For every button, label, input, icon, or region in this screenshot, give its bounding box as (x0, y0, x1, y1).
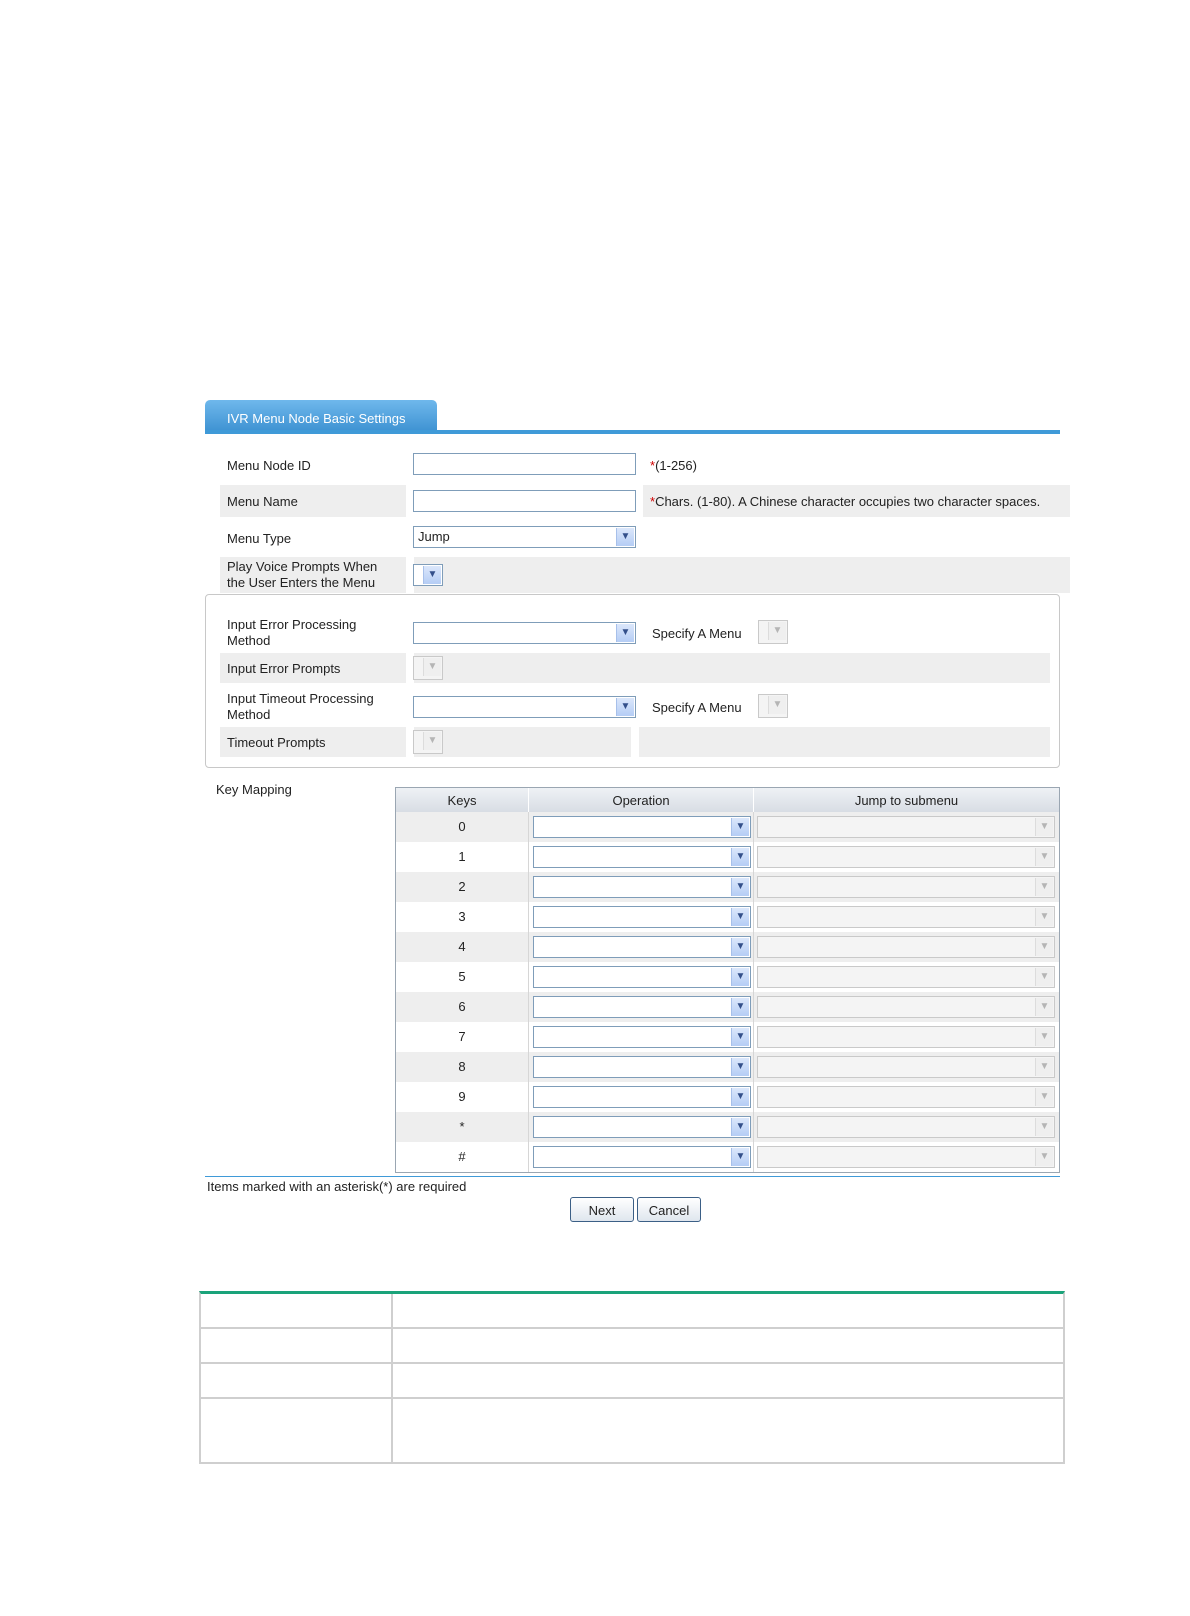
chevron-down-icon: ▼ (731, 1028, 749, 1046)
menu-type-select[interactable] (413, 526, 636, 548)
next-button[interactable]: Next (570, 1197, 634, 1222)
operation-select[interactable] (533, 816, 751, 838)
input-timeout-method-line2: Method (227, 707, 271, 722)
column-separator (528, 1052, 529, 1082)
jump-to-submenu-select[interactable] (757, 1086, 1055, 1108)
row-input-error-method (220, 614, 1050, 652)
operation-select[interactable] (533, 906, 751, 928)
operation-select[interactable] (533, 1026, 751, 1048)
column-separator (528, 1022, 529, 1052)
jump-to-submenu-select[interactable] (757, 846, 1055, 868)
chevron-down-icon: ▼ (731, 938, 749, 956)
key-cell: 3 (458, 909, 466, 924)
input-error-specify-label: Specify A Menu (652, 626, 742, 641)
chevron-down-icon: ▼ (1035, 1028, 1053, 1046)
timeout-prompts-label: Timeout Prompts (227, 735, 326, 750)
input-timeout-method-select[interactable] (413, 696, 636, 718)
column-separator (528, 932, 529, 962)
input-error-method-select[interactable] (413, 622, 636, 644)
chevron-down-icon: ▼ (1035, 818, 1053, 836)
chevron-down-icon: ▼ (616, 624, 634, 642)
column-separator (753, 1022, 754, 1052)
play-voice-label-line1: Play Voice Prompts When (227, 559, 378, 574)
chevron-down-icon: ▼ (616, 528, 634, 546)
parameter-description-table (199, 1291, 1065, 1464)
row-menu-node-id (220, 448, 1070, 480)
menu-node-id-hint (650, 458, 697, 474)
tab-underline (205, 430, 1060, 434)
required-asterisk: * (650, 494, 656, 509)
chevron-down-icon: ▼ (616, 698, 634, 716)
input-error-prompts-label: Input Error Prompts (227, 661, 341, 676)
timeout-prompts-select[interactable] (413, 730, 443, 754)
column-separator (528, 812, 529, 842)
chevron-down-icon: ▼ (1035, 878, 1053, 896)
key-cell: 5 (458, 969, 466, 984)
input-error-prompts-select[interactable] (413, 656, 443, 680)
chevron-down-icon: ▼ (768, 622, 786, 640)
column-separator (753, 992, 754, 1022)
operation-select[interactable] (533, 876, 751, 898)
jump-to-submenu-select[interactable] (757, 1116, 1055, 1138)
input-error-method-line1: Input Error Processing (227, 617, 357, 632)
input-timeout-specify-menu-select[interactable] (758, 694, 788, 718)
column-separator (753, 1112, 754, 1142)
table-row-divider (201, 1362, 1063, 1364)
chevron-down-icon: ▼ (1035, 1058, 1053, 1076)
chevron-down-icon: ▼ (1035, 908, 1053, 926)
jump-to-submenu-select[interactable] (757, 1026, 1055, 1048)
column-separator (528, 962, 529, 992)
menu-type-value: Jump (418, 529, 450, 544)
column-separator (528, 1082, 529, 1112)
chevron-down-icon: ▼ (731, 848, 749, 866)
jump-to-submenu-select[interactable] (757, 876, 1055, 898)
column-separator (528, 902, 529, 932)
table-row-divider (201, 1327, 1063, 1329)
table-row (396, 842, 1059, 872)
table-row (396, 1082, 1059, 1112)
row-menu-type (220, 521, 1070, 553)
jump-to-submenu-select[interactable] (757, 816, 1055, 838)
input-timeout-method-label (227, 691, 374, 723)
table-row-divider (201, 1397, 1063, 1399)
column-header-jump-to-submenu: Jump to submenu (754, 788, 1059, 812)
chevron-down-icon: ▼ (768, 696, 786, 714)
menu-type-label: Menu Type (227, 531, 292, 546)
column-separator (753, 1052, 754, 1082)
tab-ivr-menu-node-basic-settings[interactable] (205, 400, 437, 434)
jump-to-submenu-select[interactable] (757, 966, 1055, 988)
cancel-button[interactable]: Cancel (637, 1197, 701, 1222)
column-separator (528, 872, 529, 902)
table-row (396, 1112, 1059, 1142)
chevron-down-icon: ▼ (731, 968, 749, 986)
menu-node-id-input[interactable] (413, 453, 636, 475)
column-header-operation: Operation (529, 788, 754, 812)
key-cell: 2 (458, 879, 466, 894)
input-error-method-label (227, 617, 356, 649)
table-row (396, 932, 1059, 962)
chevron-down-icon: ▼ (731, 908, 749, 926)
operation-select[interactable] (533, 846, 751, 868)
menu-name-label: Menu Name (227, 494, 298, 509)
key-cell: 4 (458, 939, 466, 954)
operation-select[interactable] (533, 1146, 751, 1168)
play-voice-label-line2: the User Enters the Menu (227, 575, 376, 590)
column-separator (753, 1082, 754, 1112)
jump-to-submenu-select[interactable] (757, 996, 1055, 1018)
table-row (396, 902, 1059, 932)
key-cell: 8 (458, 1059, 466, 1074)
chevron-down-icon: ▼ (731, 878, 749, 896)
column-separator (753, 842, 754, 872)
column-header-keys: Keys (396, 788, 529, 812)
tab-title: IVR Menu Node Basic Settings (227, 411, 406, 426)
key-mapping-table (395, 787, 1060, 1173)
chevron-down-icon: ▼ (731, 1118, 749, 1136)
table-row (396, 992, 1059, 1022)
table-row (396, 872, 1059, 902)
chevron-down-icon: ▼ (1035, 998, 1053, 1016)
chevron-down-icon: ▼ (731, 1088, 749, 1106)
operation-select[interactable] (533, 1086, 751, 1108)
chevron-down-icon: ▼ (731, 1148, 749, 1166)
chevron-down-icon: ▼ (731, 998, 749, 1016)
chevron-down-icon: ▼ (731, 1058, 749, 1076)
key-cell: 7 (458, 1029, 466, 1044)
key-cell: 0 (458, 819, 466, 834)
row-timeout-prompts (220, 727, 1050, 757)
menu-node-id-label: Menu Node ID (227, 458, 311, 473)
required-fields-note: Items marked with an asterisk(*) are required (207, 1179, 467, 1194)
form-divider (205, 1176, 1060, 1177)
column-separator (753, 902, 754, 932)
operation-select[interactable] (533, 1056, 751, 1078)
play-voice-select[interactable] (413, 564, 443, 586)
chevron-down-icon: ▼ (1035, 1088, 1053, 1106)
input-error-method-line2: Method (227, 633, 271, 648)
chevron-down-icon: ▼ (1035, 968, 1053, 986)
key-cell: * (459, 1119, 465, 1134)
column-separator (753, 1142, 754, 1172)
key-cell: 1 (458, 849, 466, 864)
table-row (396, 812, 1059, 842)
column-separator (753, 962, 754, 992)
menu-node-id-range: (1-256) (655, 458, 697, 473)
row-input-error-prompts (220, 653, 1050, 683)
operation-select[interactable] (533, 1116, 751, 1138)
menu-name-input[interactable] (413, 490, 636, 512)
chevron-down-icon: ▼ (731, 818, 749, 836)
row-menu-name (220, 485, 1070, 517)
chevron-down-icon: ▼ (1035, 848, 1053, 866)
key-cell: 6 (458, 999, 466, 1014)
chevron-down-icon: ▼ (1035, 1148, 1053, 1166)
chevron-down-icon: ▼ (1035, 1118, 1053, 1136)
input-error-specify-menu-select[interactable] (758, 620, 788, 644)
operation-select[interactable] (533, 996, 751, 1018)
chevron-down-icon: ▼ (1035, 938, 1053, 956)
operation-select[interactable] (533, 966, 751, 988)
table-row (396, 1022, 1059, 1052)
column-separator (528, 1142, 529, 1172)
jump-to-submenu-select[interactable] (757, 1056, 1055, 1078)
row-input-timeout-method (220, 688, 1050, 726)
column-separator (753, 932, 754, 962)
column-separator (528, 842, 529, 872)
table-row (396, 1052, 1059, 1082)
jump-to-submenu-select[interactable] (757, 1146, 1055, 1168)
chevron-down-icon: ▼ (423, 658, 441, 676)
jump-to-submenu-select[interactable] (757, 906, 1055, 928)
column-separator (528, 992, 529, 1022)
input-timeout-method-line1: Input Timeout Processing (227, 691, 374, 706)
table-row (396, 1142, 1059, 1172)
row-play-voice-prompts (220, 557, 1070, 593)
column-separator (753, 812, 754, 842)
key-cell: 9 (458, 1089, 466, 1104)
chevron-down-icon: ▼ (423, 732, 441, 750)
table-row (396, 962, 1059, 992)
column-separator (753, 872, 754, 902)
key-mapping-label: Key Mapping (216, 782, 292, 797)
table-column-divider (391, 1294, 393, 1462)
row-spacer (631, 727, 639, 757)
column-separator (528, 1112, 529, 1142)
operation-select[interactable] (533, 936, 751, 958)
key-cell: # (458, 1149, 466, 1164)
jump-to-submenu-select[interactable] (757, 936, 1055, 958)
menu-name-rules: Chars. (1-80). A Chinese character occupies two character spaces. (655, 494, 1041, 509)
required-asterisk: * (650, 458, 656, 473)
chevron-down-icon: ▼ (423, 566, 441, 584)
play-voice-label (227, 559, 377, 591)
input-timeout-specify-label: Specify A Menu (652, 700, 742, 715)
menu-name-hint (650, 494, 1040, 510)
